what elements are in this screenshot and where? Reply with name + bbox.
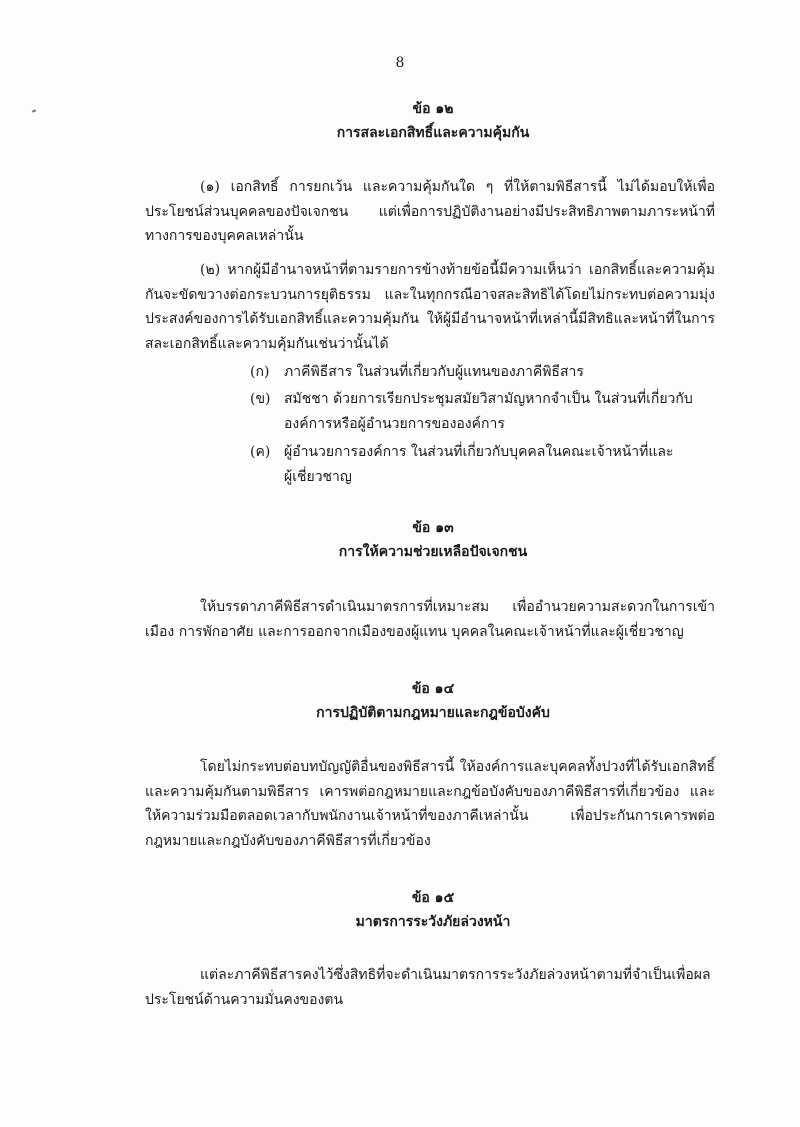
subitem-text: สมัชชา ด้วยการเรียกประชุมสมัยวิสามัญหากจำเป็น ในส่วนที่เกี่ยวกับ bbox=[284, 391, 693, 407]
subitem-marker: (ก) bbox=[250, 364, 270, 380]
section-title: มาตรการระวังภัยล่วงหน้า bbox=[355, 914, 511, 930]
section-number: ข้อ ๑๒ bbox=[412, 101, 454, 117]
subitem-marker: (ข) bbox=[250, 391, 271, 407]
section-14-paragraph bbox=[145, 755, 715, 853]
section-title: การให้ความช่วยเหลือปัจเจกชน bbox=[338, 544, 528, 560]
section-12-heading bbox=[0, 97, 800, 145]
section-number: ข้อ ๑๕ bbox=[411, 890, 455, 906]
section-title: การปฏิบัติตามกฎหมายและกฎข้อบังคับ bbox=[316, 705, 550, 721]
subitem-text: ผู้อำนวยการองค์การ ในส่วนที่เกี่ยวกับบุคคลในคณะเจ้าหน้าที่และ bbox=[284, 444, 674, 460]
subitem-continuation: ผู้เชี่ยวชาญ bbox=[284, 468, 352, 485]
section-12-subitem-c bbox=[250, 440, 720, 489]
section-12-subitem-b bbox=[250, 387, 720, 436]
paragraph-text: (๑) เอกสิทธิ์ การยกเว้น และความคุ้มกันใด ๆ ที่ให้ตามพิธีสารนี้ ไม่ได้มอบให้เพื่อประโยชน์ส่วนบุคคลของปัจเจกชน แต่เพื่อการปฏิบัติงานอย่างมีประสิทธิภาพตามภาระหน้าที่ทางการของบุคคลเหล่านั้น bbox=[145, 179, 715, 244]
section-title: การสละเอกสิทธิ์และความคุ้มกัน bbox=[336, 125, 530, 141]
section-12-subitem-a bbox=[250, 360, 720, 385]
section-12-paragraph-2 bbox=[145, 258, 715, 356]
paragraph-text: โดยไม่กระทบต่อบทบัญญัติอื่นของพิธีสารนี้ ให้องค์การและบุคคลทั้งปวงที่ได้รับเอกสิทธิ์และความคุ้มกันตามพิธีสาร เคารพต่อกฎหมายและกฎข้อบังคับของภาคีพิธีสารที่เกี่ยวข้อง และให้ความร่วมมือตลอดเวลากับพนักงานเจ้าหน้าที่ของภาคีเหล่านั้น เพื่อประกันการเคารพต่อกฎหมายและกฎบังคับของภาคีพิธีสารที่เกี่ยวข้อง bbox=[145, 759, 715, 849]
page-number: 8 bbox=[395, 55, 405, 71]
paragraph-text: (๒) หากผู้มีอำนาจหน้าที่ตามรายการข้างท้ายข้อนี้มีความเห็นว่า เอกสิทธิ์และความคุ้มกันจะขัดขวางต่อกระบวนการยุติธรรม และในทุกกรณีอาจสละสิทธิได้โดยไม่กระทบต่อความมุ่งประสงค์ของการได้รับเอกสิทธิ์และความคุ้มกัน ให้ผู้มีอำนาจหน้าที่เหล่านี้มีสิทธิและหน้าที่ในการสละเอกสิทธิ์และความคุ้มกันเช่นว่านั้นได้ bbox=[145, 262, 715, 352]
subitem-continuation: องค์การหรือผู้อำนวยการขององค์การ bbox=[284, 415, 505, 432]
section-15-heading bbox=[0, 886, 800, 934]
paragraph-text: ให้บรรดาภาคีพิธีสารดำเนินมาตรการที่เหมาะสม เพื่ออำนวยความสะดวกในการเข้าเมือง การพักอาศัย และการออกจากเมืองของผู้แทน บุคคลในคณะเจ้าหน้าที่และผู้เชี่ยวชาญ bbox=[145, 599, 715, 640]
section-13-paragraph bbox=[145, 595, 715, 644]
paragraph-text: แต่ละภาคีพิธีสารคงไว้ซึ่งสิทธิที่จะดำเนินมาตรการระวังภัยล่วงหน้าตามที่จำเป็นเพื่อผลประโยชน์ด้านความมั่นคงของตน bbox=[145, 967, 711, 1008]
section-number: ข้อ ๑๔ bbox=[411, 681, 455, 697]
section-15-paragraph bbox=[145, 963, 715, 1012]
section-number: ข้อ ๑๓ bbox=[412, 520, 454, 536]
subitem-text: ภาคีพิธีสาร ในส่วนที่เกี่ยวกับผู้แทนของภาคีพิธีสาร bbox=[284, 364, 584, 380]
section-12-paragraph-1 bbox=[145, 175, 715, 249]
section-13-heading bbox=[0, 516, 800, 564]
subitem-marker: (ค) bbox=[250, 444, 271, 460]
section-14-heading bbox=[0, 677, 800, 725]
